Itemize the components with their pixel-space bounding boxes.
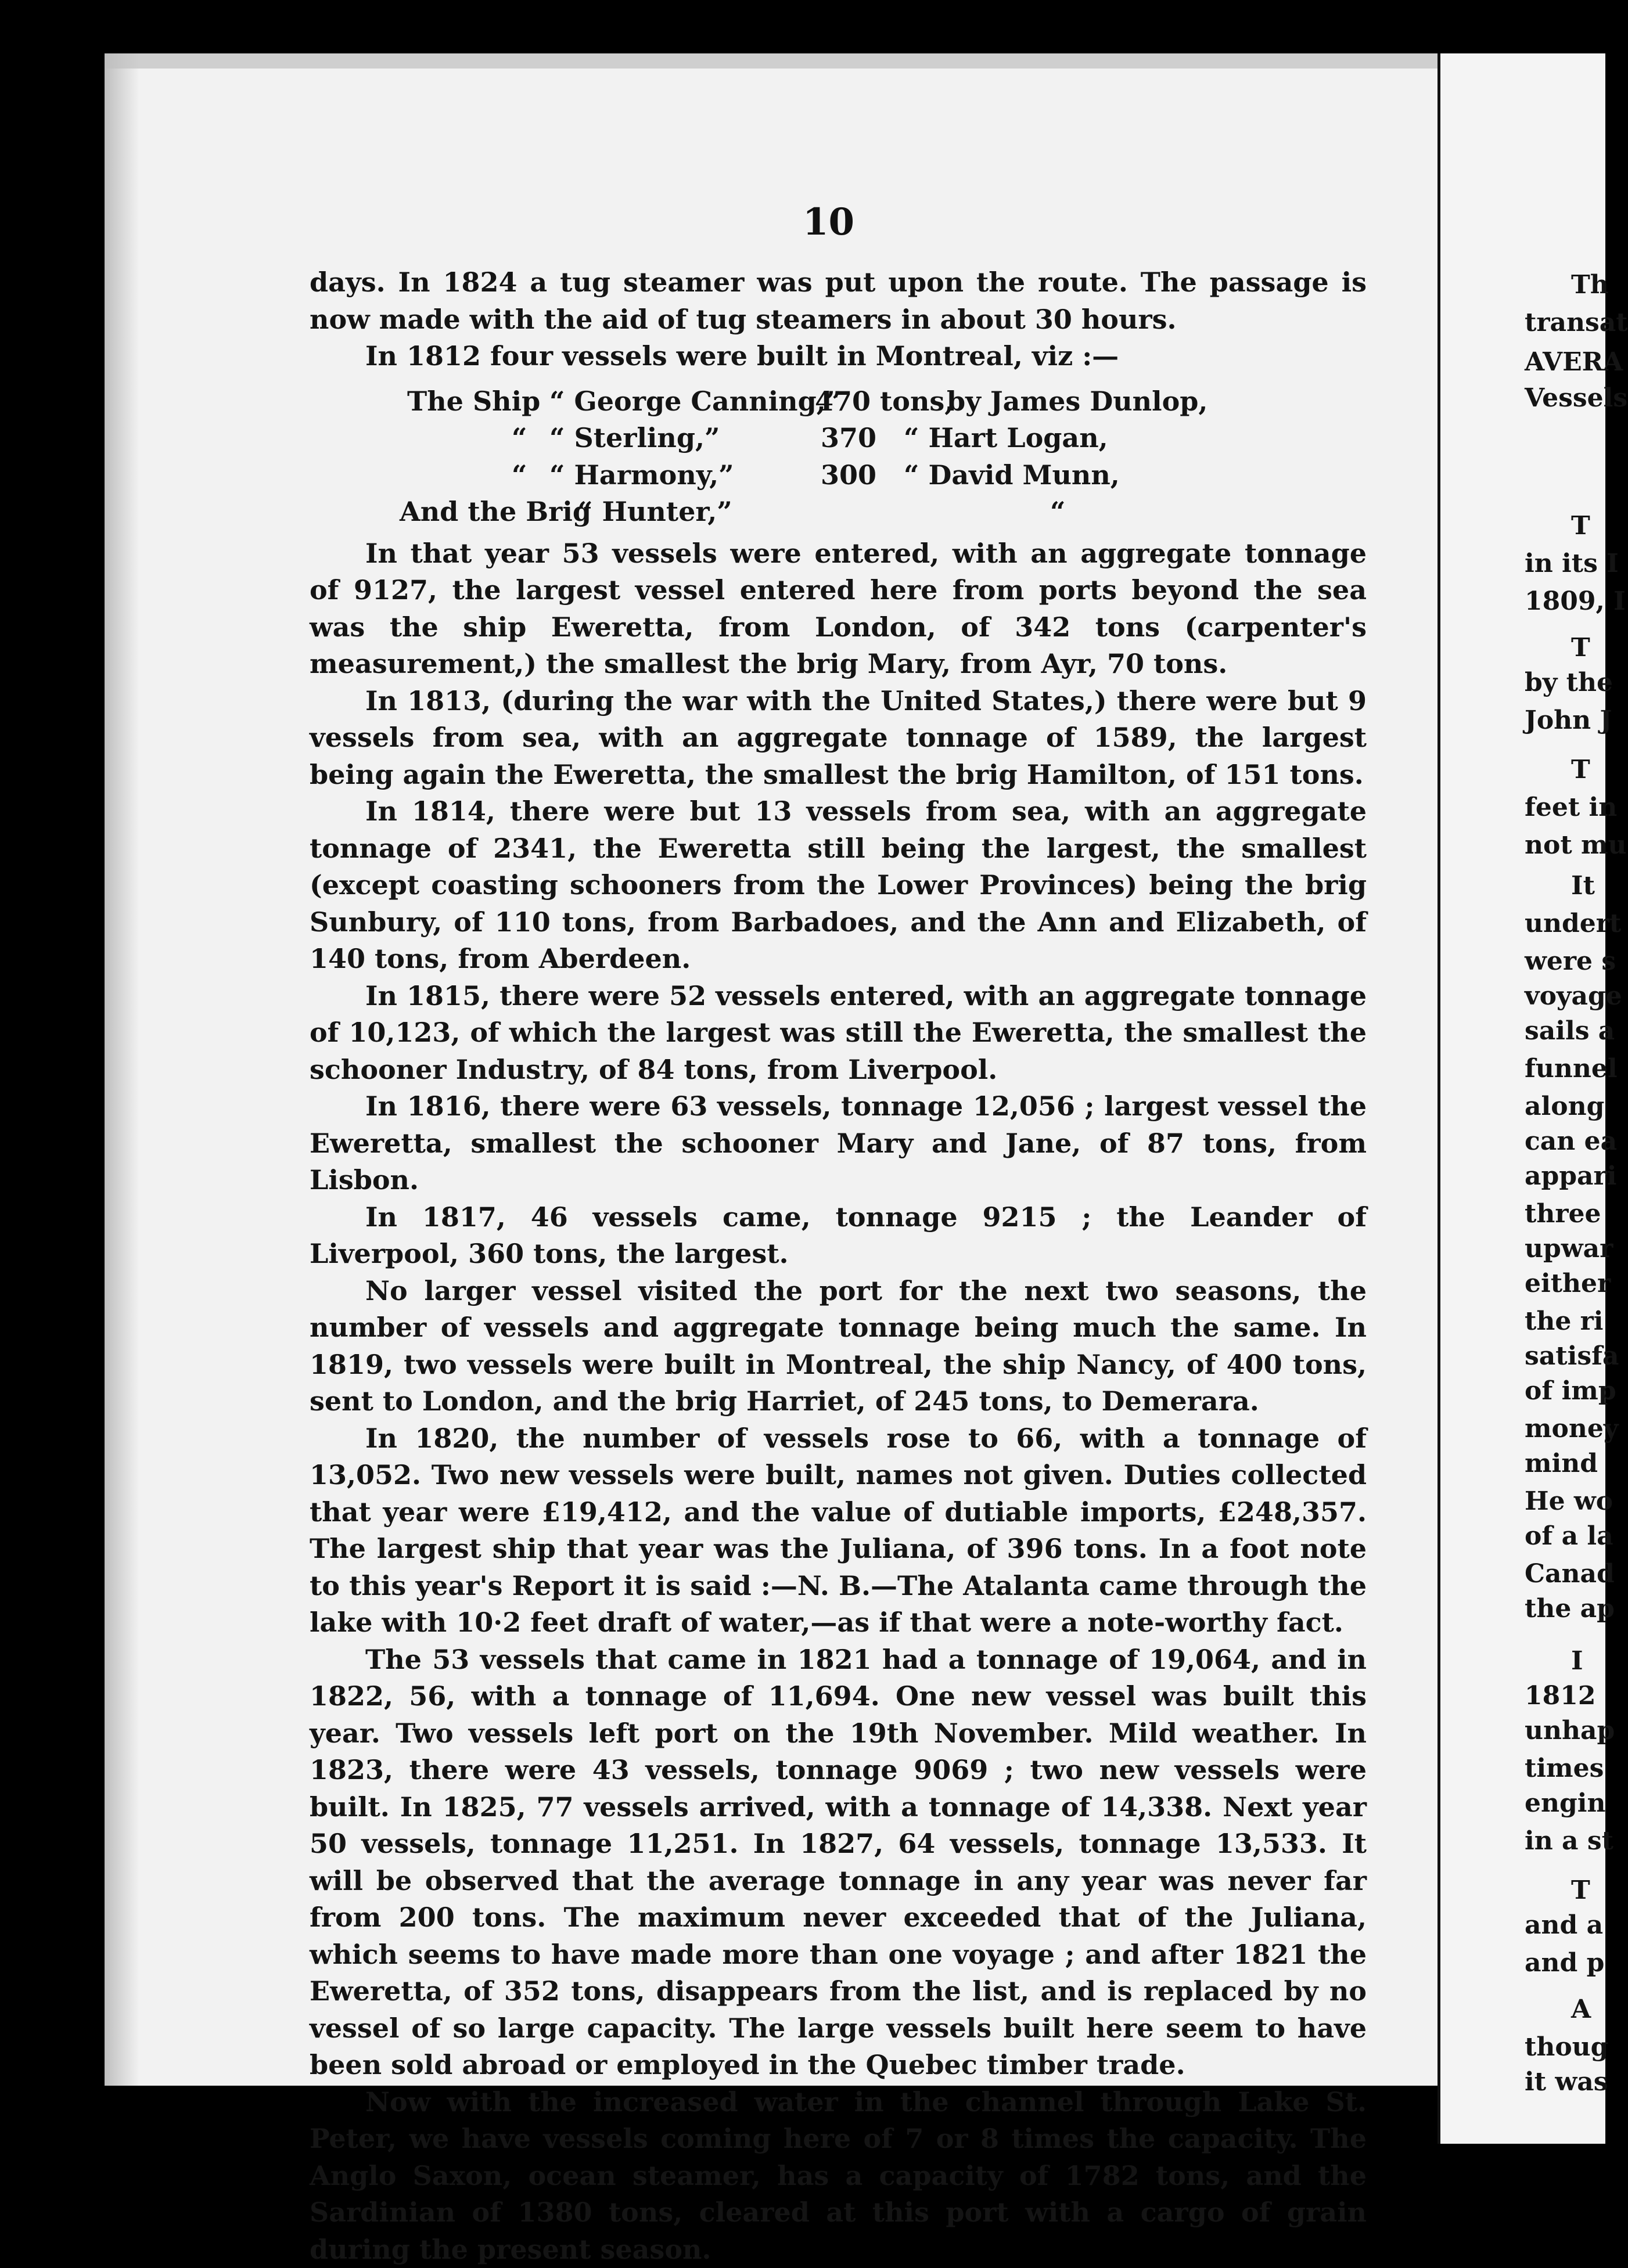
- paragraph: In 1813, (during the war with the United States,) there were but 9 vessels from sea, with an aggregate tonnage of 1589, the largest being again the Eweretta, the smallest the brig Hamilton, of 151 tons.: [310, 683, 1367, 794]
- ship-row: [310, 494, 1367, 531]
- ship-row: [310, 457, 1367, 494]
- right-page-line: in its I: [1525, 549, 1619, 578]
- right-page-line: T: [1571, 511, 1590, 541]
- right-page-line: He wo: [1525, 1486, 1613, 1516]
- page-top-edge: [105, 53, 1440, 69]
- right-page-line: mind: [1525, 1449, 1598, 1478]
- paragraph: In 1816, there were 63 vessels, tonnage 12,056 ; largest vessel the Eweretta, smallest the schooner Mary and Jane, of 87 tons, from Lisbon.: [310, 1088, 1367, 1199]
- right-page-line: appari: [1525, 1161, 1616, 1191]
- right-page-line: feet in: [1525, 793, 1617, 822]
- ship-builder: “ Hart Logan,: [904, 420, 1108, 457]
- right-page-line: and a: [1525, 1910, 1603, 1940]
- right-page-line: not mu: [1525, 830, 1627, 860]
- paragraph: No larger vessel visited the port for the next two seasons, the number of vessels and aggregate tonnage being much the same. In 1819, two vessels were built in Montreal, the ship Nancy, of 400 tons, sent to London, and the brig Harriet, of 245 tons, to Demerara.: [310, 1273, 1367, 1420]
- ship-prefix: “: [512, 420, 527, 457]
- right-page-line: and p: [1525, 1948, 1604, 1978]
- right-page-line: of imp: [1525, 1376, 1616, 1406]
- ship-builder: “ David Munn,: [904, 457, 1120, 494]
- ship-name: “ George Canning,”: [549, 383, 841, 420]
- right-page-line: sails a: [1525, 1016, 1615, 1046]
- ship-name: “ Harmony,”: [549, 457, 734, 494]
- ship-name: “ Hunter,”: [577, 494, 732, 531]
- ship-row: [310, 420, 1367, 457]
- right-page-line: the ap: [1525, 1594, 1615, 1623]
- right-page-line: of a la: [1525, 1521, 1613, 1551]
- right-page-line: the ri: [1525, 1306, 1604, 1336]
- right-page-line: T: [1571, 755, 1590, 784]
- right-page-line: Canad: [1525, 1559, 1615, 1589]
- ship-row: [310, 383, 1367, 420]
- right-page-line: money: [1525, 1414, 1618, 1443]
- right-page-line: were s: [1525, 946, 1616, 976]
- main-text: [310, 264, 1367, 2268]
- paragraph: Now with the increased water in the channel through Lake St. Peter, we have vessels coming here of 7 or 8 times the capacity. The Anglo Saxon, ocean steamer, has a capacity of 1782 tons, and the Sardinian of 1380 tons, cleared at this port with a cargo of grain during the present season.: [310, 2084, 1367, 2268]
- right-page-line: AVERA: [1525, 347, 1623, 377]
- right-page-line: along: [1525, 1092, 1604, 1121]
- ships-list: [310, 383, 1367, 531]
- ship-tons: 470 tons,: [815, 383, 954, 420]
- paragraph: In 1812 four vessels were built in Montreal, viz :—: [310, 338, 1367, 375]
- right-page-line: three: [1525, 1199, 1601, 1229]
- paragraph: In 1814, there were but 13 vessels from sea, with an aggregate tonnage of 2341, the Eweretta still being the largest, the smallest (except coasting schooners from the Lower Provinces) being the brig Sunbury, of 110 tons, from Barbadoes, and the Ann and Elizabeth, of 140 tons, from Aberdeen.: [310, 793, 1367, 978]
- right-page-line: unhap: [1525, 1716, 1615, 1745]
- paragraph: days. In 1824 a tug steamer was put upon the route. The passage is now made with the aid of tug steamers in about 30 hours.: [310, 264, 1367, 338]
- ship-builder: by James Dunlop,: [947, 383, 1207, 420]
- paragraph: In 1815, there were 52 vessels entered, with an aggregate tonnage of 10,123, of which the largest was still the Eweretta, the smallest the schooner Industry, of 84 tons, from Liverpool.: [310, 978, 1367, 1089]
- ship-tons: 300: [821, 457, 876, 494]
- paragraph: In 1817, 46 vessels came, tonnage 9215 ; the Leander of Liverpool, 360 tons, the largest.: [310, 1199, 1367, 1273]
- right-page-line: T: [1571, 633, 1590, 663]
- ship-builder: “: [1050, 494, 1065, 531]
- right-page-line: times: [1525, 1754, 1604, 1783]
- right-page-line: by the: [1525, 668, 1613, 697]
- right-page-line: I: [1571, 1646, 1583, 1676]
- right-page-line: it was: [1525, 2067, 1608, 2097]
- right-page-line: 1809, I: [1525, 586, 1626, 616]
- right-page-line: undert: [1525, 909, 1621, 938]
- paragraph: In that year 53 vessels were entered, with an aggregate tonnage of 9127, the largest vessel entered here from ports beyond the sea was the ship Eweretta, from London, of 342 tons (carpenter's measurement,) the smallest the brig Mary, from Ayr, 70 tons.: [310, 535, 1367, 683]
- page-shadow: [105, 53, 139, 2086]
- right-page-line: transat: [1525, 308, 1628, 337]
- paragraph: The 53 vessels that came in 1821 had a tonnage of 19,064, and in 1822, 56, with a tonnage of 11,694. One new vessel was built this year. Two vessels left port on the 19th November. Mild weather. In 1823, there were 43 vessels, tonnage 9069 ; two new vessels were built. In 1825, 77 vessels arrived, with a tonnage of 14,338. Next year 50 vessels, tonnage 11,251. In 1827, 64 vessels, tonnage 13,533. It will be observed that the average tonnage in any year was never far from 200 tons. The maximum never exceeded that of the Juliana, which seems to have made more than one voyage ; and after 1821 the Eweretta, of 352 tons, disappears from the list, and is replaced by no vessel of so large capacity. The large vessels built here seem to have been sold abroad or employed in the Quebec timber trade.: [310, 1641, 1367, 2084]
- right-page-line: in a st: [1525, 1826, 1613, 1856]
- right-page-line: A: [1571, 1995, 1591, 2024]
- right-page-line: voyage: [1525, 981, 1622, 1011]
- right-page-line: It: [1571, 871, 1595, 901]
- right-page-line: thoug: [1525, 2032, 1608, 2062]
- right-page-line: satisfa: [1525, 1341, 1619, 1371]
- page-number: 10: [803, 200, 854, 244]
- right-page-line: 1812: [1525, 1681, 1595, 1711]
- right-page-line: upwar: [1525, 1234, 1613, 1263]
- paragraph: In 1820, the number of vessels rose to 66, with a tonnage of 13,052. Two new vessels were built, names not given. Duties collected that year were £19,412, and the value of dutiable imports, £248,357. The largest ship that year was the Juliana, of 396 tons. In a foot note to this year's Report it is said :—N. B.—The Atalanta came through the lake with 10·2 feet draft of water,—as if that were a note-worthy fact.: [310, 1420, 1367, 1641]
- ship-name: “ Sterling,”: [549, 420, 720, 457]
- ship-prefix: “: [512, 457, 527, 494]
- right-page-line: funnel: [1525, 1054, 1618, 1083]
- right-page-line: engin: [1525, 1788, 1605, 1818]
- right-page-line: John J: [1525, 705, 1612, 735]
- right-page-line: can ea: [1525, 1126, 1617, 1156]
- ship-tons: 370: [821, 420, 876, 457]
- ship-prefix: And the Brig: [400, 494, 591, 531]
- right-page-line: either: [1525, 1269, 1611, 1298]
- right-page-line: T: [1571, 1875, 1590, 1905]
- right-page-line: Th: [1571, 270, 1609, 300]
- right-page-line: Vessels: [1525, 383, 1627, 413]
- ship-prefix: The Ship: [407, 383, 540, 420]
